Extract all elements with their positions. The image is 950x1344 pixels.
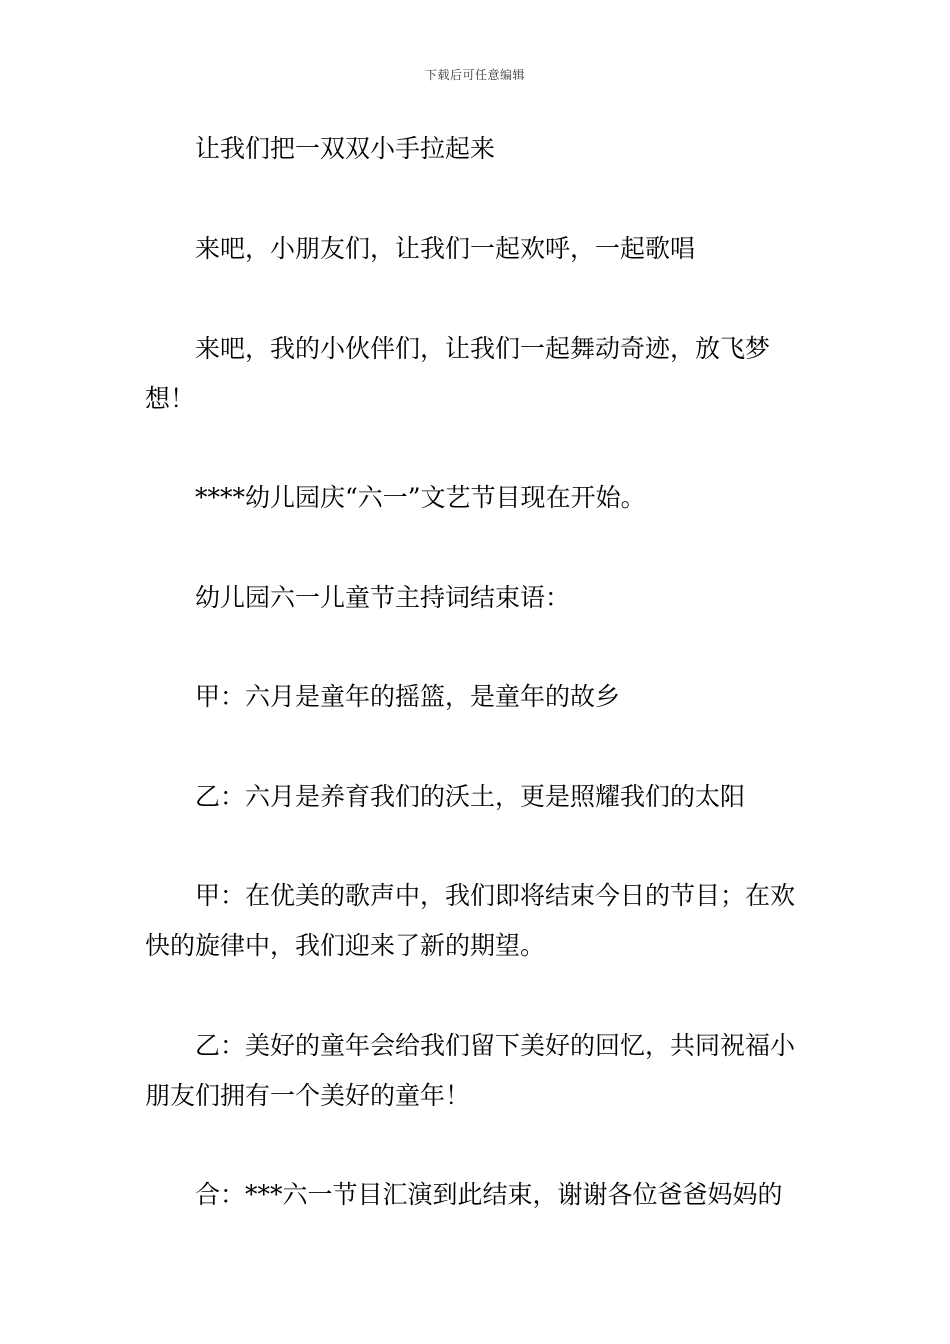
paragraph-8: 甲：在优美的歌声中，我们即将结束今日的节目；在欢快的旋律中，我们迎来了新的期望。 (145, 881, 796, 960)
page-header: 下载后可任意编辑 (424, 68, 525, 82)
paragraph-5: 幼儿园六一儿童节主持词结束语： (195, 583, 571, 612)
paragraph-3: 来吧，我的小伙伴们，让我们一起舞动奇迹，放飞梦想！ (145, 334, 771, 413)
paragraph-2: 来吧，小朋友们，让我们一起欢呼，一起歌唱 (195, 234, 696, 263)
paragraph-4: ****幼儿园庆“六一”文艺节目现在开始。 (195, 483, 646, 512)
paragraph-9: 乙：美好的童年会给我们留下美好的回忆，共同祝福小朋友们拥有一个美好的童年！ (145, 1031, 796, 1110)
paragraph-7: 乙：六月是养育我们的沃土，更是照耀我们的太阳 (195, 782, 746, 811)
paragraph-1: 让我们把一双双小手拉起来 (195, 134, 496, 163)
paragraph-6: 甲：六月是童年的摇篮，是童年的故乡 (195, 682, 621, 711)
paragraph-10: 合：***六一节目汇演到此结束，谢谢各位爸爸妈妈的 (195, 1180, 783, 1209)
